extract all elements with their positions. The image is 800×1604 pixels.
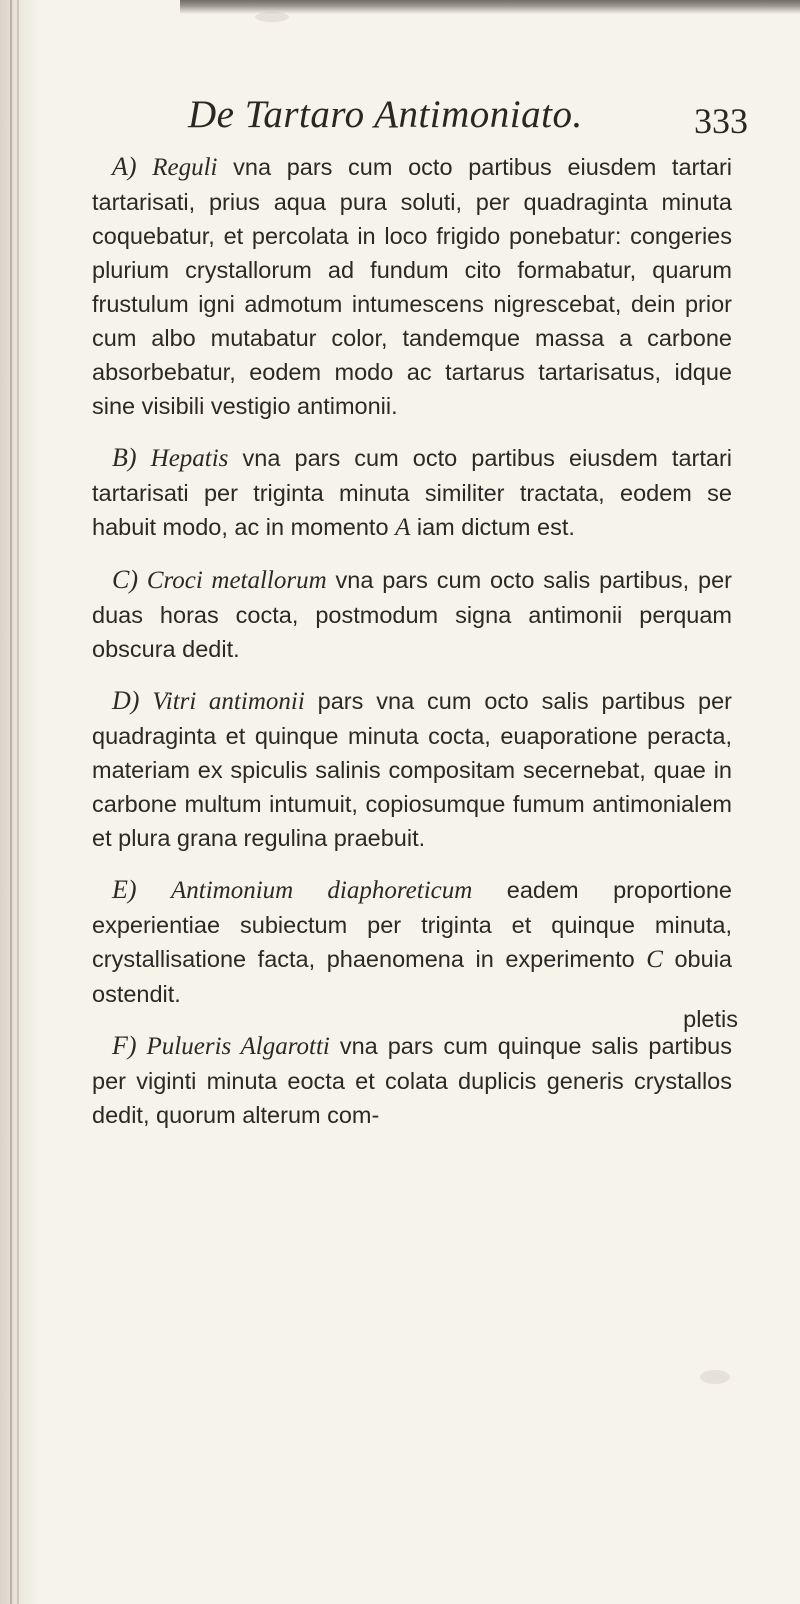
paragraph-text: vna pars cum quinque salis partibus per viginti minuta eocta et colata duplicis generis crystallos dedit, quorum alterum com- [92,1033,732,1128]
paragraph-term: Antimonium diaphoreticum [171,877,473,904]
paragraph-marker: F) [112,1031,137,1060]
paragraph-marker: A) [112,152,137,181]
paragraph-d [92,684,732,855]
catchword: pletis [683,1006,738,1032]
paragraph-marker: B) [112,443,137,472]
page-gutter-shadow [0,0,40,1604]
paragraph-marker: C) [112,565,138,594]
paragraph-term: Reguli [152,154,218,181]
paragraph-a [92,150,732,423]
paragraph-f [92,1029,732,1132]
paragraph-marker: E) [112,875,137,904]
body-text [92,150,732,1150]
paragraph-reference: C [646,946,663,973]
paragraph-text: vna pars cum octo partibus eiusdem tartari tartarisati per triginta minuta similiter tractata, eodem se habuit modo, ac in momento [92,445,732,540]
paragraph-marker: D) [112,686,140,715]
gutter-edge-line [17,0,19,1604]
paragraph-text: pars vna cum octo salis partibus per quadraginta et quinque minuta cocta, euaporatione peracta, materiam ex spiculis salinis compositam secernebat, quae in carbone multum intumuit, copiosumque fumum antimonialem et plura grana regulina praebuit. [92,688,732,851]
paragraph-text-after: iam dictum est. [410,514,575,540]
paragraph-text: vna pars cum octo partibus eiusdem tartari tartarisati, prius aqua pura soluti, per quadraginta minuta coquebatur, et percolata in loco frigido ponebatur: congeries plurium crystallorum ad fundum cito formabatur, quarum frustulum igni admotum intumescens nigrescebat, dein prior cum albo mutabatur color, tandemque massa a carbone absorbebatur, eodem modo ac tartarus tartarisatus, idque sine visibili vestigio antimonii. [92,154,733,419]
paragraph-term: Croci metallorum [146,567,327,594]
page-header [188,92,748,140]
paragraph-text: vna pars cum octo salis partibus, per duas horas cocta, postmodum signa antimonii perquam obscura dedit. [92,567,732,662]
paragraph-text: eadem proportione experientiae subiectum per triginta et quinque minuta, crystallisatione facta, phaenomena in experimento [92,877,732,972]
paragraph-term: Vitri antimonii [152,688,305,715]
paragraph-term: Pulueris Algarotti [146,1033,330,1060]
running-head: De Tartaro Antimoniato. [188,93,583,136]
paragraph-c [92,563,732,666]
paragraph-text-after: obuia ostendit. [92,946,732,1007]
gutter-edge-line [10,0,12,1604]
page-number: 333 [694,101,748,141]
paragraph-reference: A [395,514,411,541]
paper-smudge [255,12,289,22]
paper-smudge [700,1370,730,1384]
paragraph-b [92,441,732,545]
paragraph-term: Hepatis [150,445,229,472]
paragraph-e [92,873,732,1011]
